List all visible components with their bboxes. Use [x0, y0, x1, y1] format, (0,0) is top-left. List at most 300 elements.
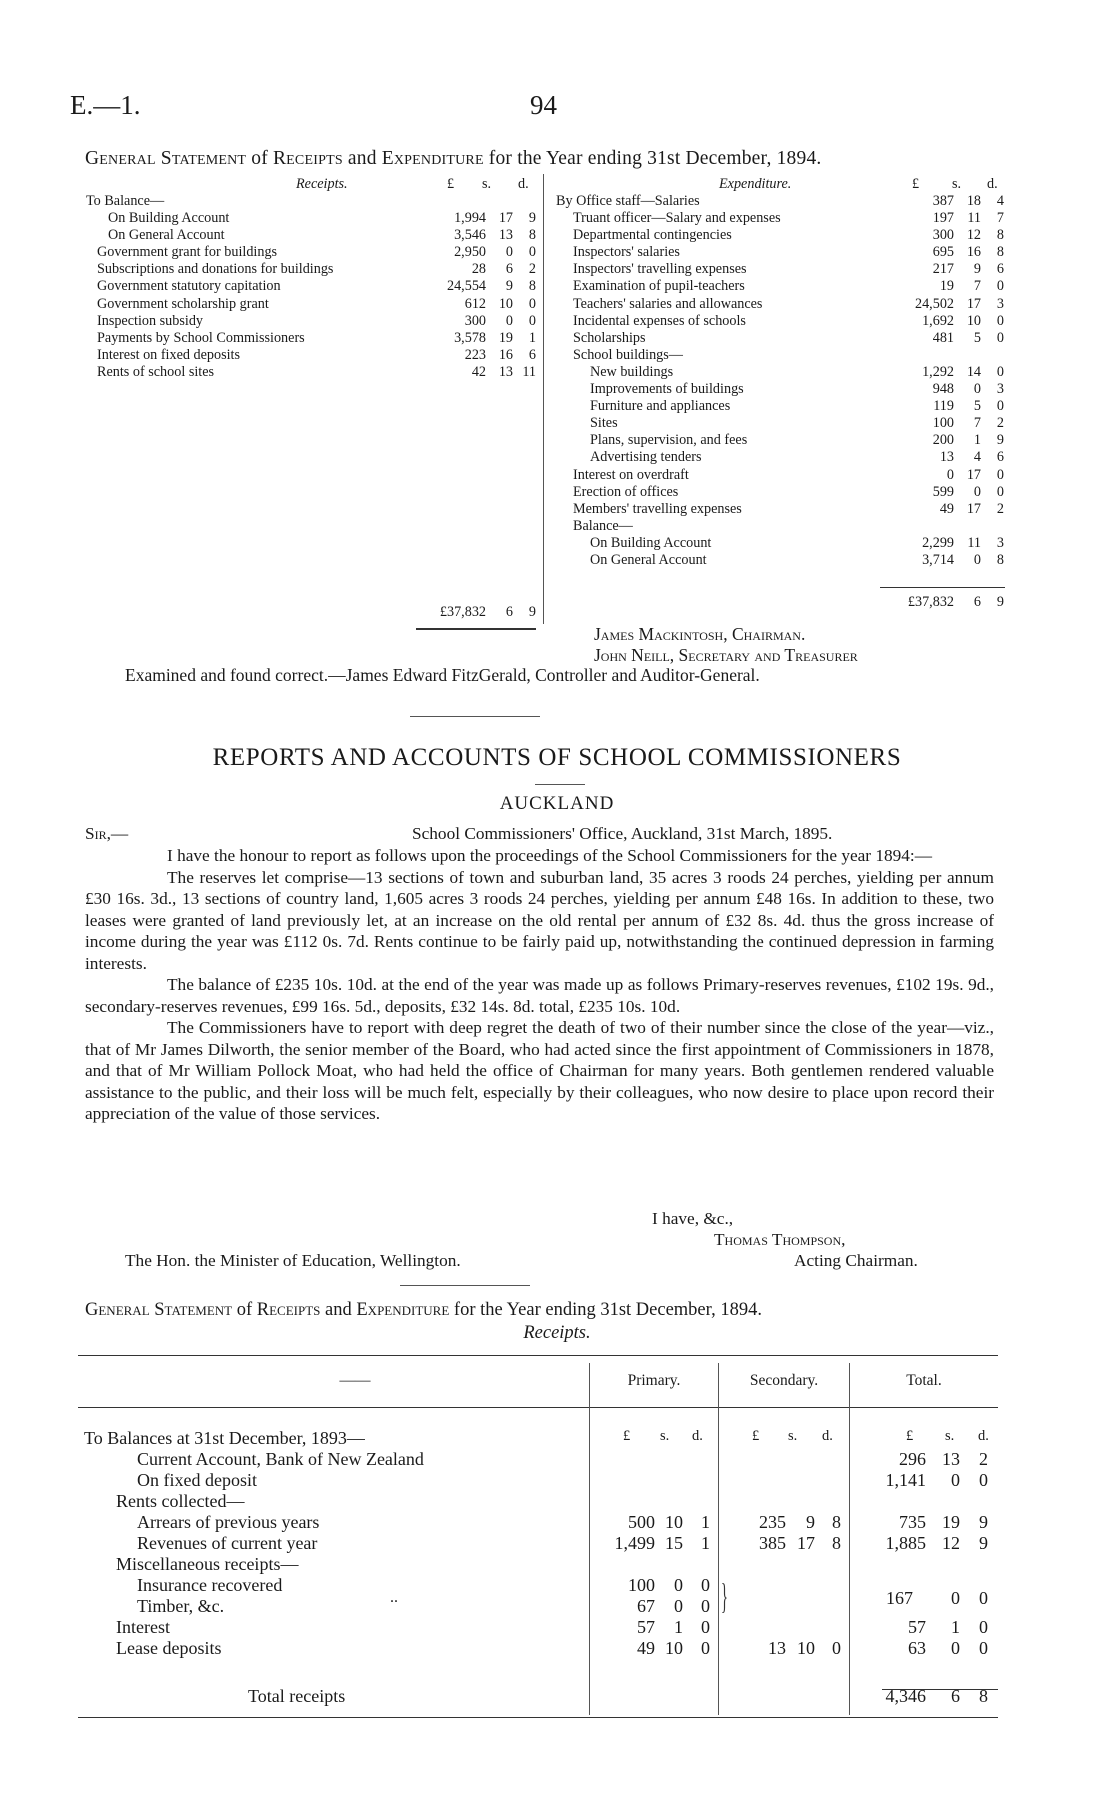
ledger-row-pence: 3	[996, 534, 1004, 551]
ledger-row	[556, 449, 1004, 466]
ledger-row-desc: Sites	[590, 415, 618, 432]
ledger-row-pounds: 2,299	[922, 534, 954, 551]
ledger-row-desc: Inspection subsidy	[97, 312, 204, 329]
ledger-row-pounds: 28	[471, 261, 486, 278]
ledger-row-shillings: 12	[966, 227, 981, 244]
page-number: 94	[530, 90, 557, 120]
ledger-row	[556, 364, 1004, 381]
region-heading: AUCKLAND	[499, 793, 615, 814]
ledger-row	[556, 535, 1004, 552]
expenditure-list	[556, 193, 1004, 569]
unit-pounds: £	[912, 176, 920, 192]
prim-shillings-cell: 15	[665, 1533, 683, 1553]
ledger-row-pounds: 948	[932, 381, 954, 398]
column-header-description: ——	[339, 1372, 371, 1389]
ledger-row	[86, 347, 536, 364]
tot-pounds-cell: 735	[899, 1512, 926, 1532]
ledger-row	[556, 381, 1004, 398]
ledger-row	[86, 210, 536, 227]
table-row-desc: Interest	[116, 1617, 170, 1637]
ledger-row-desc: Interest on fixed deposits	[97, 346, 241, 363]
ledger-row	[556, 518, 1004, 535]
ledger-row-pence: 8	[528, 227, 536, 244]
ledger-row-desc: Inspectors' travelling expenses	[573, 261, 747, 278]
receipts-table-body	[0, 1428, 1114, 1688]
receipts-subtitle: Receipts.	[523, 1323, 591, 1343]
table-row	[0, 1617, 1114, 1638]
ledger-row-desc: Plans, supervision, and fees	[590, 432, 748, 449]
statement1-title	[85, 148, 821, 170]
ledger-row-desc: Incidental expenses of schools	[573, 312, 746, 329]
table-row-desc: Lease deposits	[116, 1638, 222, 1658]
column-header-primary: Primary.	[627, 1372, 681, 1389]
signatory-title: Acting Chairman.	[794, 1251, 918, 1270]
table-row-desc: Revenues of current year	[137, 1533, 318, 1553]
ledger-row-desc: Scholarships	[573, 329, 646, 346]
expenditure-total-pounds: £37,832	[907, 594, 954, 610]
ledger-row-desc: Erection of offices	[573, 483, 679, 500]
ledger-row-desc: Government grant for buildings	[97, 244, 278, 261]
tot-shillings-cell: 0	[951, 1638, 960, 1658]
salutation: Sir,—	[85, 824, 129, 843]
total-receipts-value	[850, 1686, 998, 1707]
ledger-row-pence: 0	[996, 278, 1004, 295]
sec-pence-cell: 0	[832, 1638, 841, 1658]
ledger-row-pounds: 300	[932, 227, 954, 244]
title-and: and	[342, 148, 382, 169]
ledger-row	[556, 501, 1004, 518]
table-row	[0, 1491, 1114, 1512]
ledger-row-pounds: 2,950	[454, 244, 486, 261]
ledger-row-pence: 4	[996, 193, 1004, 209]
unit-shillings: s.	[945, 1428, 955, 1444]
ledger-row	[86, 330, 536, 347]
ledger-row-shillings: 7	[973, 415, 981, 432]
column-divider	[543, 174, 544, 624]
ledger-row-shillings: 18	[966, 193, 981, 209]
statement2-title	[85, 1300, 762, 1321]
ledger-row	[556, 467, 1004, 484]
tot-pence-cell: 2	[979, 1449, 988, 1469]
ledger-row-pounds: 24,554	[446, 278, 486, 295]
tot-pounds-cell: 1,141	[885, 1470, 926, 1490]
ledger-row-pounds: 3,546	[454, 227, 486, 244]
prim-shillings-cell: 0	[674, 1596, 683, 1616]
ledger-row	[86, 261, 536, 278]
ledger-row-pounds: 1,292	[922, 363, 954, 380]
prim-pence-cell: 0	[701, 1638, 710, 1658]
prim-pounds-cell: 57	[637, 1617, 655, 1637]
ledger-row-pence: 0	[528, 312, 536, 329]
tot-pence-cell: 0	[979, 1638, 988, 1658]
ledger-row-desc: On Building Account	[108, 210, 230, 227]
misc-total-pounds: 167	[886, 1588, 913, 1608]
tot-shillings-cell: 19	[942, 1512, 960, 1532]
table-row	[0, 1449, 1114, 1470]
tot-shillings-cell: 12	[942, 1533, 960, 1553]
ledger-row-pounds: 197	[932, 210, 954, 227]
ledger-row-shillings: 17	[966, 295, 981, 312]
ledger-row-pence: 2	[996, 415, 1004, 432]
separator-rule	[535, 784, 585, 785]
total-label: Total receipts	[248, 1686, 346, 1706]
letter-signatory: Thomas Thompson,	[714, 1230, 846, 1249]
ledger-row-pence: 7	[996, 210, 1004, 227]
ledger-row-pounds: 0	[946, 466, 954, 483]
total-pence: 8	[979, 1686, 988, 1706]
ledger-row	[556, 398, 1004, 415]
total-rule	[880, 587, 1005, 588]
tot-pence-cell: 0	[979, 1470, 988, 1490]
sec-pence-cell: 8	[832, 1512, 841, 1532]
ledger-row-pounds: 200	[932, 432, 954, 449]
ledger-row-shillings: 5	[973, 329, 981, 346]
separator-rule	[400, 1285, 530, 1286]
ledger-row-pence: 8	[996, 227, 1004, 244]
signatory-secretary: John Neill, Secretary and Treasurer	[594, 645, 858, 665]
total-rule	[416, 628, 536, 630]
ledger-row-pounds: 300	[464, 312, 486, 329]
tot-pounds-cell: 57	[908, 1617, 926, 1637]
paragraph: I have the honour to report as follows upon the proceedings of the School Commissioners for the year 1894:—	[167, 846, 933, 865]
table-row-desc: On fixed deposit	[137, 1470, 257, 1490]
table-row-desc: Miscellaneous receipts—	[116, 1554, 299, 1574]
prim-pence-cell: 1	[701, 1533, 710, 1553]
ledger-row-pounds: 1,994	[454, 210, 486, 227]
table-row	[0, 1554, 1114, 1575]
ledger-row-pounds: 100	[932, 415, 954, 432]
ledger-row	[556, 330, 1004, 347]
table-row	[0, 1533, 1114, 1554]
ledger-row-pence: 3	[996, 381, 1004, 398]
unit-pounds: £	[906, 1428, 914, 1444]
ledger-row-pounds: 49	[939, 500, 954, 517]
tot-pence-cell: 9	[979, 1533, 988, 1553]
unit-pence: d.	[822, 1428, 833, 1444]
expenditure-total-shillings: 6	[973, 594, 981, 610]
unit-shillings: s.	[788, 1428, 798, 1444]
tot-shillings-cell: 1	[951, 1617, 960, 1637]
paragraph: The balance of £235 10s. 10d. at the end of the year was made up as follows Primary-reserves revenues, £102 19s. 9d., secondary-reserves revenues, £99 16s. 5d., deposits, £32 14s. 8d. total, £235 10s. 10d.	[85, 975, 994, 1016]
ledger-row-shillings: 4	[973, 449, 981, 466]
ledger-row-desc: School buildings—	[573, 346, 683, 363]
tot-pounds-cell: 296	[899, 1449, 926, 1469]
table-row-desc: Rents collected—	[116, 1491, 245, 1511]
ledger-row-pence: 6	[996, 261, 1004, 278]
title-rest: for the Year ending 31st December, 1894.	[449, 1300, 762, 1320]
ledger-row-shillings: 17	[966, 466, 981, 483]
ledger-row-pence: 3	[996, 295, 1004, 312]
ledger-row-shillings: 7	[973, 278, 981, 295]
unit-pence: d.	[518, 176, 529, 192]
sec-shillings-cell: 17	[797, 1533, 815, 1553]
ledger-row	[556, 484, 1004, 501]
table-row	[0, 1428, 1114, 1449]
ledger-row-pounds: 24,502	[914, 295, 954, 312]
tot-pence-cell: 0	[979, 1617, 988, 1637]
ledger-row-pence: 0	[996, 312, 1004, 329]
ledger-row-pounds: 223	[464, 346, 486, 363]
prim-pounds-cell: 49	[637, 1638, 655, 1658]
report-code: E.—1.	[70, 90, 141, 120]
signatory-chairman: James Mackintosh, Chairman.	[594, 624, 806, 644]
ledger-row-shillings: 0	[973, 381, 981, 398]
table-rule-top	[78, 1355, 998, 1356]
ledger-row-shillings: 1	[973, 432, 981, 449]
receipts-list	[86, 193, 536, 381]
ledger-row-pence: 0	[996, 398, 1004, 415]
ledger-row-desc: Advertising tenders	[590, 449, 702, 466]
total-shillings: 6	[951, 1686, 960, 1706]
ledger-row-shillings: 11	[967, 210, 981, 227]
ledger-row-desc: Teachers' salaries and allowances	[573, 295, 763, 312]
ledger-row-pence: 8	[996, 551, 1004, 568]
ledger-row-pounds: 1,692	[922, 312, 954, 329]
sec-shillings-cell: 9	[806, 1512, 815, 1532]
title-receipts: Receipts	[272, 148, 343, 169]
receipts-total-shillings: 6	[505, 604, 513, 620]
ledger-row-shillings: 10	[966, 312, 981, 329]
ledger-row-desc: Improvements of buildings	[590, 381, 744, 398]
office-dateline: School Commissioners' Office, Auckland, 31st March, 1895.	[412, 824, 833, 843]
ledger-row-pounds: 481	[932, 329, 954, 346]
unit-shillings: s.	[482, 176, 492, 192]
unit-shillings: s.	[660, 1428, 670, 1444]
table-row	[0, 1470, 1114, 1491]
ledger-row-pence: 2	[996, 500, 1004, 517]
unit-pence: d.	[978, 1428, 989, 1444]
ledger-row	[556, 296, 1004, 313]
ledger-row	[556, 210, 1004, 227]
tot-pounds-cell: 63	[908, 1638, 926, 1658]
ledger-row-desc: Government scholarship grant	[97, 295, 269, 312]
prim-pounds-cell: 67	[637, 1596, 655, 1616]
ledger-row-shillings: 14	[966, 363, 981, 380]
title-of: of	[232, 1300, 257, 1320]
receipts-total-pence: 9	[528, 604, 536, 620]
ledger-row-shillings: 0	[973, 483, 981, 500]
ledger-row-pounds: 3,714	[922, 551, 954, 568]
ledger-row-pounds: 599	[932, 483, 954, 500]
table-row-desc: Timber, &c.	[137, 1596, 225, 1616]
receipts-heading: Receipts.	[296, 176, 348, 192]
ledger-row	[86, 278, 536, 295]
prim-pounds-cell: 100	[628, 1575, 655, 1595]
ledger-row-pounds: 387	[932, 193, 954, 209]
receipts-total-row	[86, 604, 536, 621]
ledger-row	[556, 193, 1004, 210]
ledger-row-pence: 6	[996, 449, 1004, 466]
ledger-row-desc: Rents of school sites	[97, 363, 215, 380]
prim-shillings-cell: 1	[674, 1617, 683, 1637]
ledger-row-pence: 9	[528, 210, 536, 227]
title-and: and	[320, 1300, 357, 1320]
unit-pence: d.	[692, 1428, 703, 1444]
prim-pounds-cell: 1,499	[614, 1533, 655, 1553]
unit-pence: d.	[987, 176, 998, 192]
misc-combined-total	[850, 1588, 998, 1609]
ledger-row-shillings: 11	[967, 534, 981, 551]
ledger-row	[86, 296, 536, 313]
prim-pence-cell: 0	[701, 1596, 710, 1616]
brace-symbol: }	[721, 1576, 728, 1616]
ledger-row	[556, 261, 1004, 278]
ledger-row-pence: 0	[528, 295, 536, 312]
ledger-row-desc: Interest on overdraft	[573, 466, 689, 483]
receipts-total-pounds: £37,832	[439, 604, 486, 620]
ledger-row	[556, 313, 1004, 330]
leader-dots: ..	[390, 1589, 398, 1606]
separator-rule	[410, 716, 540, 717]
unit-pounds: £	[623, 1428, 631, 1444]
title-of: of	[246, 148, 273, 169]
auditor-certification: Examined and found correct.—James Edward FitzGerald, Controller and Auditor-General.	[125, 665, 760, 685]
ledger-row	[556, 347, 1004, 364]
ledger-row-desc: Examination of pupil-teachers	[573, 278, 745, 295]
ledger-row-desc: On General Account	[590, 551, 707, 568]
column-header-secondary: Secondary.	[749, 1372, 819, 1389]
unit-shillings: s.	[952, 176, 962, 192]
ledger-row-desc: Government statutory capitation	[97, 278, 281, 295]
title-prefix: General Statement	[85, 148, 247, 169]
ledger-row	[86, 227, 536, 244]
table-row-desc: Arrears of previous years	[137, 1512, 320, 1532]
column-header-total: Total.	[906, 1372, 942, 1389]
table-row-desc: Current Account, Bank of New Zealand	[137, 1449, 424, 1469]
paragraph: The reserves let comprise—13 sections of town and suburban land, 35 acres 3 roods 24 perches, yielding per annum £30 16s. 3d., 13 sections of country land, 1,605 acres 3 roods 24 perches, yielding per annum £48 16s. In addition to these, two leases were granted of land previously let, at an increase on the old rental per annum of £32 8s. 4d. thus the gross increase of income during the year was £112 0s. 7d. Rents continue to be fairly paid up, notwithstanding the continued depression in farming interests.	[85, 867, 994, 973]
ledger-row-shillings: 0	[505, 244, 513, 261]
ledger-row-desc: New buildings	[590, 363, 674, 380]
ledger-row-shillings: 10	[498, 295, 513, 312]
ledger-row	[556, 415, 1004, 432]
table-rule-bottom	[78, 1717, 998, 1718]
ledger-row-pence: 9	[996, 432, 1004, 449]
ledger-row-pence: 11	[522, 363, 536, 380]
prim-shillings-cell: 10	[665, 1638, 683, 1658]
ledger-row-pounds: 13	[939, 449, 954, 466]
ledger-row-desc: Departmental contingencies	[573, 227, 732, 244]
ledger-row-shillings: 5	[973, 398, 981, 415]
paragraph: The Commissioners have to report with deep regret the death of two of their number since the close of the year—viz., that of Mr James Dilworth, the senior member of the Board, who had acted since the first appointment of Commissioners in 1878, and that of Mr William Pollock Moat, who had held the office of Chairman for many years. Both gentlemen rendered valuable assistance to the public, and their loss will be much felt, especially by their colleagues, who now desire to place upon record their appreciation of the value of those services.	[85, 1018, 994, 1123]
misc-total-shillings: 0	[951, 1588, 960, 1608]
ledger-row	[86, 313, 536, 330]
ledger-row-shillings: 9	[973, 261, 981, 278]
ledger-row-pence: 1	[528, 329, 536, 346]
ledger-row-pence: 6	[528, 346, 536, 363]
table-row-desc: To Balances at 31st December, 1893—	[84, 1428, 365, 1448]
ledger-row-pence: 8	[528, 278, 536, 295]
tot-pence-cell: 9	[979, 1512, 988, 1532]
ledger-row-pounds: 3,578	[454, 329, 486, 346]
addressee: The Hon. the Minister of Education, Wellington.	[125, 1251, 461, 1270]
prim-pounds-cell: 500	[628, 1512, 655, 1532]
ledger-row	[86, 364, 536, 381]
prim-shillings-cell: 0	[674, 1575, 683, 1595]
letter-closing: I have, &c.,	[652, 1209, 734, 1228]
ledger-row-shillings: 0	[505, 312, 513, 329]
ledger-row-shillings: 6	[505, 261, 513, 278]
ledger-row	[556, 278, 1004, 295]
misc-total-pence: 0	[979, 1588, 988, 1608]
unit-pounds: £	[752, 1428, 760, 1444]
tot-shillings-cell: 13	[942, 1449, 960, 1469]
ledger-row-pounds: 612	[464, 295, 486, 312]
ledger-row-shillings: 13	[498, 227, 513, 244]
ledger-row-desc: Subscriptions and donations for buildings	[97, 261, 334, 278]
table-row-desc: Insurance recovered	[137, 1575, 283, 1595]
ledger-row-pounds: 19	[939, 278, 954, 295]
ledger-row-pence: 0	[996, 483, 1004, 500]
ledger-row-pence: 8	[996, 244, 1004, 261]
ledger-row-pence: 0	[996, 363, 1004, 380]
sec-pounds-cell: 385	[759, 1533, 786, 1553]
title-rest: for the Year ending 31st December, 1894.	[483, 148, 822, 169]
expenditure-heading: Expenditure.	[719, 176, 792, 192]
title-receipts: Receipts	[256, 1300, 321, 1320]
expenditure-total-pence: 9	[996, 594, 1004, 610]
ledger-row-pence: 0	[528, 244, 536, 261]
sec-shillings-cell: 10	[797, 1638, 815, 1658]
title-expenditure: Expenditure	[356, 1300, 450, 1320]
ledger-row-shillings: 16	[966, 244, 981, 261]
ledger-row	[556, 432, 1004, 449]
prim-pence-cell: 0	[701, 1575, 710, 1595]
ledger-row	[556, 552, 1004, 569]
ledger-row-pounds: 695	[932, 244, 954, 261]
prim-pence-cell: 1	[701, 1512, 710, 1532]
ledger-row-desc: On Building Account	[590, 534, 712, 551]
ledger-row-desc: Members' travelling expenses	[573, 500, 742, 517]
tot-shillings-cell: 0	[951, 1470, 960, 1490]
total-pounds: 4,346	[885, 1686, 926, 1706]
title-expenditure: Expenditure	[381, 148, 484, 169]
section-title: REPORTS AND ACCOUNTS OF SCHOOL COMMISSIONERS	[212, 744, 902, 771]
table-rule-header	[78, 1407, 998, 1408]
ledger-row-desc: Balance—	[573, 517, 633, 534]
ledger-row-shillings: 17	[966, 500, 981, 517]
ledger-row-desc: On General Account	[108, 227, 225, 244]
ledger-row	[86, 244, 536, 261]
ledger-row-desc: By Office staff—Salaries	[556, 193, 700, 209]
ledger-row-pounds: 119	[933, 398, 954, 415]
ledger-row-shillings: 17	[498, 210, 513, 227]
table-row	[0, 1512, 1114, 1533]
ledger-row-pence: 0	[996, 466, 1004, 483]
ledger-row-shillings: 16	[498, 346, 513, 363]
ledger-row-shillings: 19	[498, 329, 513, 346]
ledger-row-pence: 0	[996, 329, 1004, 346]
sec-pence-cell: 8	[832, 1533, 841, 1553]
ledger-row	[556, 244, 1004, 261]
unit-pounds: £	[447, 176, 455, 192]
ledger-row-desc: To Balance—	[86, 193, 165, 209]
ledger-row-shillings: 9	[505, 278, 513, 295]
ledger-row-pounds: 42	[471, 363, 486, 380]
ledger-row-desc: Payments by School Commissioners	[97, 329, 305, 346]
ledger-row-desc: Inspectors' salaries	[573, 244, 680, 261]
table-row	[0, 1638, 1114, 1659]
tot-pounds-cell: 1,885	[885, 1533, 926, 1553]
prim-pence-cell: 0	[701, 1617, 710, 1637]
letter-body	[85, 845, 994, 1125]
title-prefix: General Statement	[85, 1300, 233, 1320]
prim-shillings-cell: 10	[665, 1512, 683, 1532]
ledger-row-desc: Truant officer—Salary and expenses	[573, 210, 781, 227]
expenditure-total-row	[556, 594, 1004, 611]
ledger-row-pounds: 217	[932, 261, 954, 278]
ledger-row-shillings: 13	[498, 363, 513, 380]
ledger-row	[86, 193, 536, 210]
